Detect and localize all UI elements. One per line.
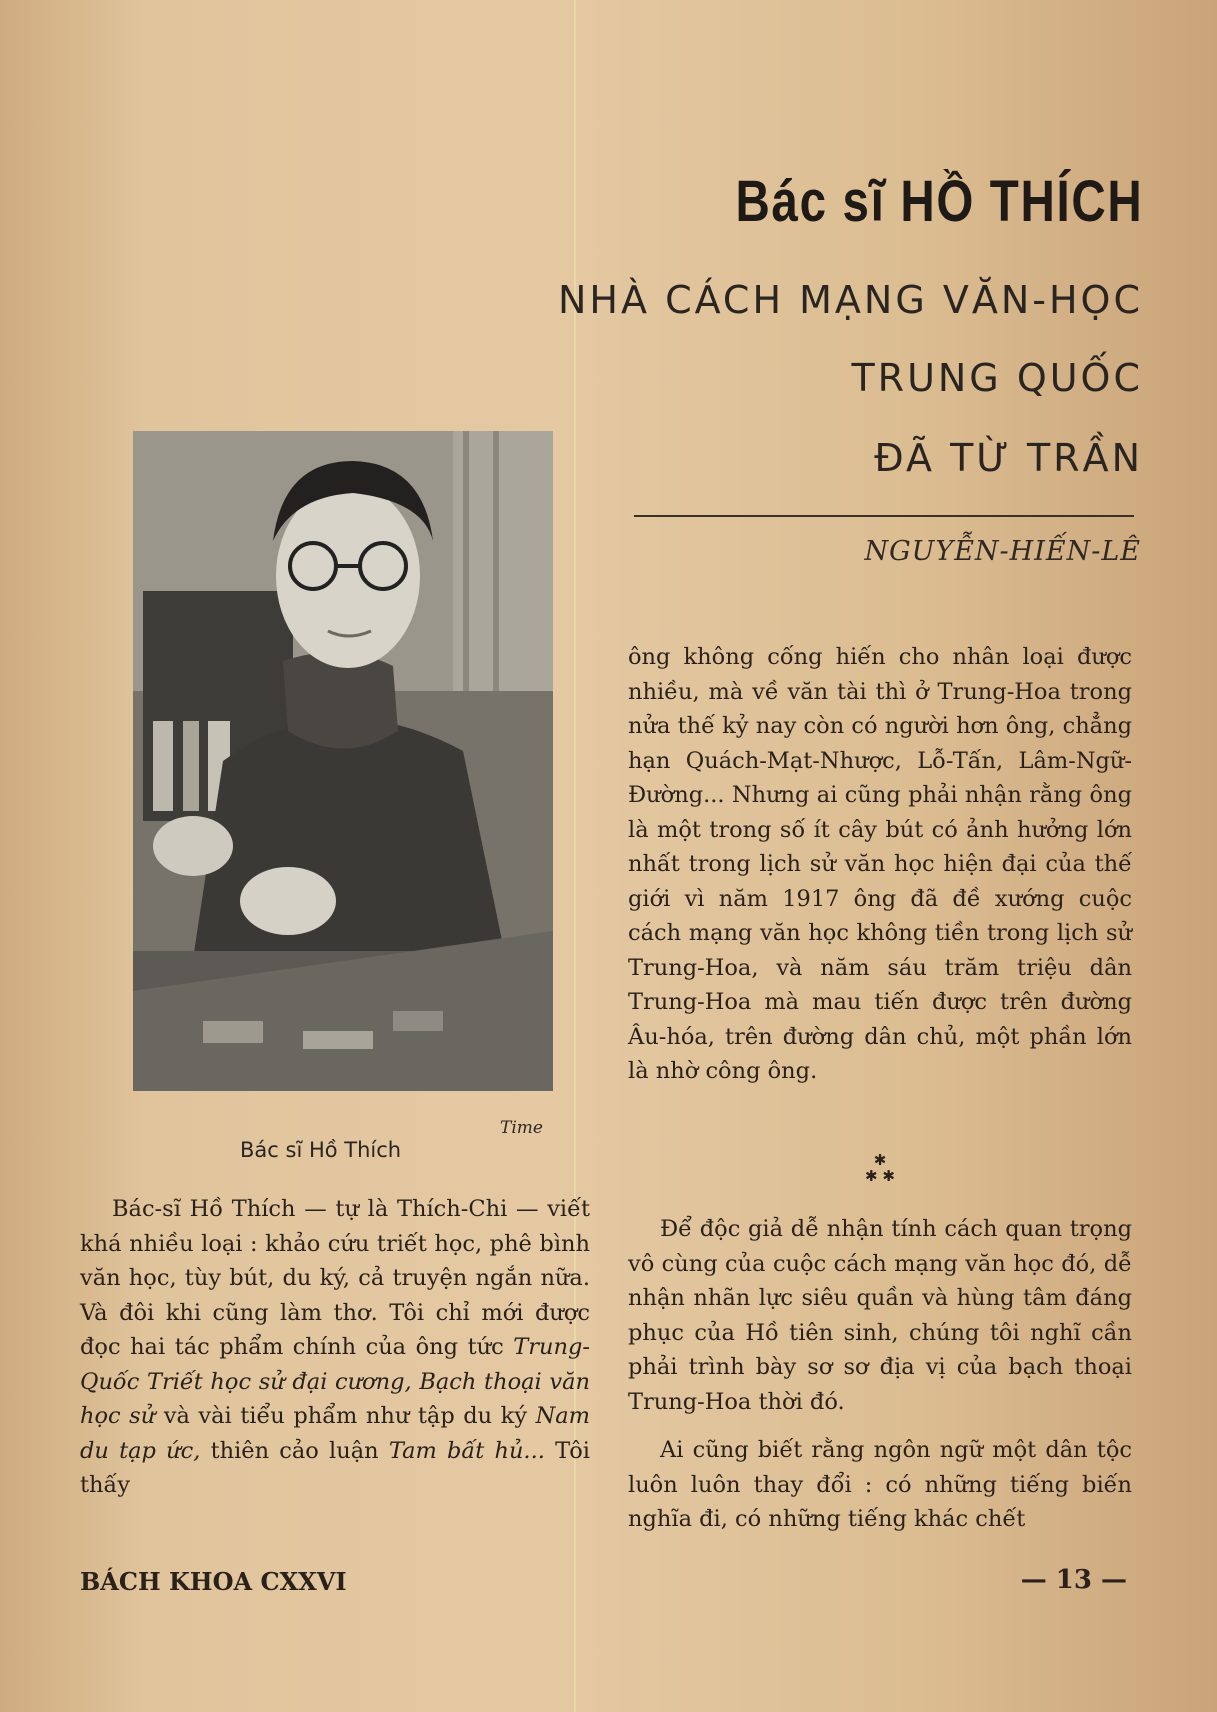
right-paragraph-2: Để độc giả dễ nhận tính cách quan trọng vô cùng của cuộc cách mạng văn học đó, dễ nhận nhãn lực siêu quần và hùng tâm đáng phục của Hồ tiên sinh, chúng tôi nghĩ cần phải trình bày sơ sơ địa vị của bạch thoại Trung-Hoa thời đó. <box>628 1216 1132 1415</box>
article-subtitle-line-2: TRUNG QUỐC <box>851 356 1143 400</box>
article-title: Bác sĩ HỒ THÍCH <box>735 169 1143 234</box>
magazine-issue: BÁCH KHOA CXXVI <box>80 1567 347 1596</box>
right-column-text-top <box>628 640 1132 1089</box>
portrait-illustration <box>133 431 553 1091</box>
text-run: và vài tiểu phẩm như tập du ký <box>155 1403 536 1429</box>
text-run: Tôi thấy <box>80 1437 590 1498</box>
book-title: Trung-Quốc Triết học sử đại cương, <box>80 1334 590 1395</box>
book-title: Bạch thoại văn học sử <box>80 1368 590 1429</box>
right-column-text-bottom <box>628 1212 1132 1537</box>
left-column-text <box>80 1192 590 1503</box>
title-divider <box>634 515 1134 517</box>
page-number: — 13 — <box>1020 1565 1127 1595</box>
photo-caption: Bác sĩ Hồ Thích <box>240 1138 402 1162</box>
author-byline: NGUYỄN-HIẾN-LÊ <box>864 536 1141 567</box>
article-subtitle-line-1: NHÀ CÁCH MẠNG VĂN-HỌC <box>558 278 1143 322</box>
portrait-photo <box>133 431 553 1091</box>
book-title: Tam bất hủ... <box>388 1437 545 1464</box>
photo-credit: Time <box>500 1118 543 1138</box>
left-paragraph-1 <box>80 1192 590 1503</box>
section-separator-icon: ✱ ✱ ✱ <box>865 1151 895 1185</box>
text-run: Bác-sĩ Hồ Thích — tự là Thích-Chi — viết khá nhiều loại : khảo cứu triết học, phê bình văn học, tùy bút, du ký, cả truyện ngắn nữa. Và đôi khi cũng làm thơ. Tôi chỉ mới được đọc hai tác phẩm chính của ông tức <box>80 1196 590 1360</box>
book-title: Nam du tạp ức, <box>80 1403 590 1464</box>
right-paragraph-1: ông không cống hiến cho nhân loại được nhiều, mà về văn tài thì ở Trung-Hoa trong nửa thế kỷ nay còn có người hơn ông, chẳng hạn Quách-Mạt-Nhược, Lỗ-Tấn, Lâm-Ngữ-Đường... Nhưng ai cũng phải nhận rằng ông là một trong số ít cây bút có ảnh hưởng lớn nhất trong lịch sử văn học hiện đại của thế giới vì năm 1917 ông đã đề xướng cuộc cách mạng văn học không tiền trong lịch sử Trung-Hoa, và năm sáu trăm triệu dân Trung-Hoa mà mau tiến được trên đường Âu-hóa, trên đường dân chủ, một phần lớn là nhờ công ông. <box>628 644 1132 1084</box>
text-run: thiên cảo luận <box>200 1437 389 1464</box>
right-paragraph-3: Ai cũng biết rằng ngôn ngữ một dân tộc luôn luôn thay đổi : có những tiếng biến nghĩa đi, có những tiếng khác chết <box>628 1437 1132 1532</box>
article-subtitle-line-3: ĐÃ TỪ TRẦN <box>874 436 1143 480</box>
